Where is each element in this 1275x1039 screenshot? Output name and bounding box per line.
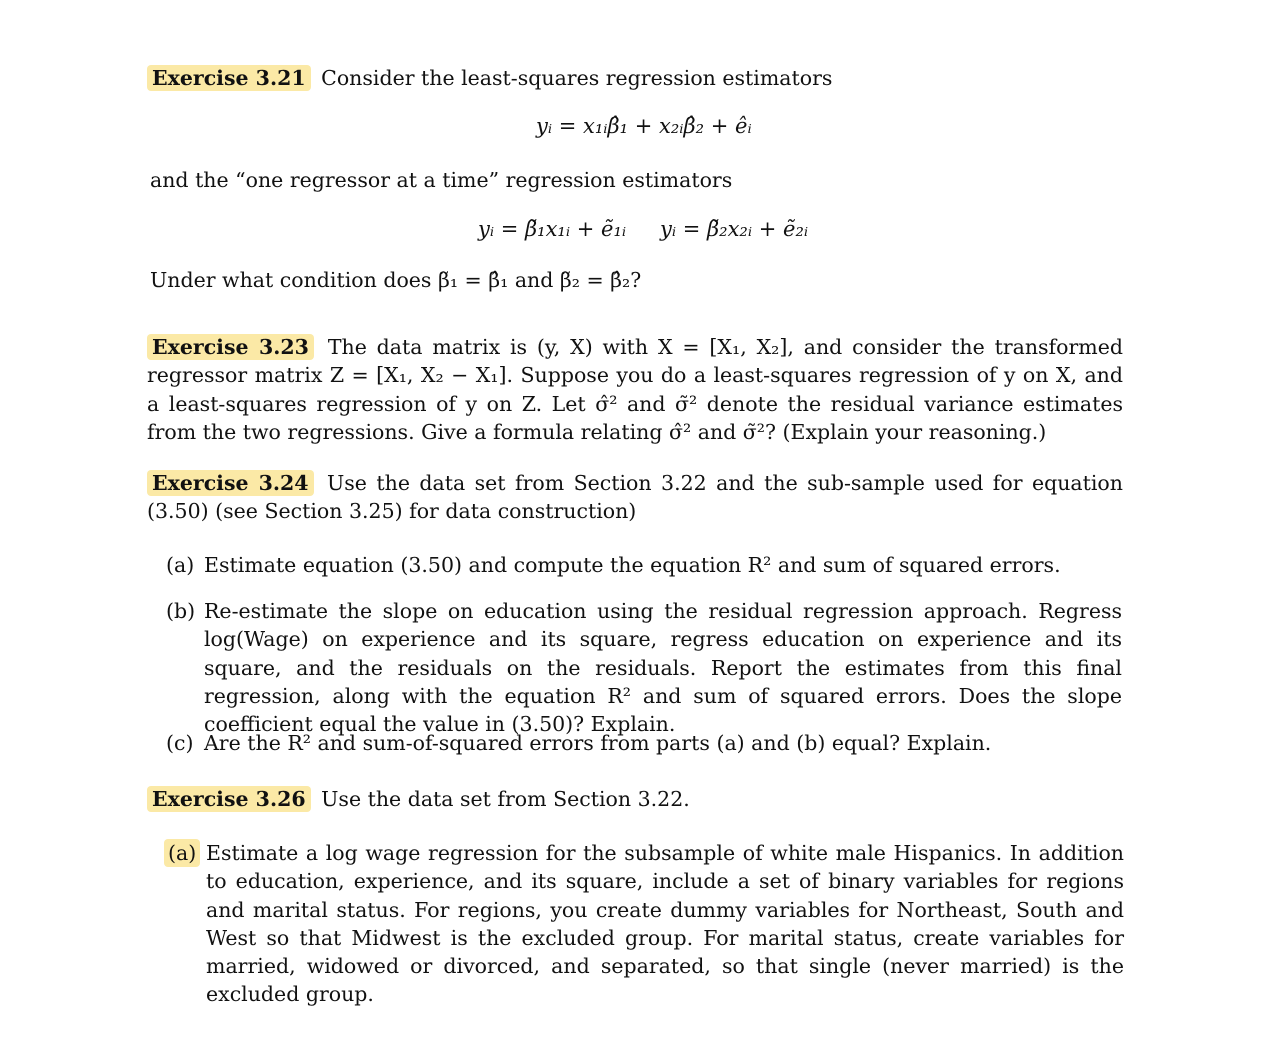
exercise-label: Exercise 3.24 bbox=[147, 470, 314, 496]
item-label: (c) bbox=[166, 731, 194, 755]
exercise-3-23 bbox=[147, 333, 1123, 446]
item-label: (b) bbox=[166, 599, 196, 623]
exercise-text: Use the data set from Section 3.22. bbox=[321, 787, 690, 811]
item-text: Re-estimate the slope on education using the residual regression approach. Regress log(Wage) on experience and its square, regress education on experience and its square, and the residuals on the residuals. Report the estimates from this final regression, along with the equation R² and sum of squared errors. Does the slope coefficient equal the value in (3.50)? Explain. bbox=[204, 599, 1122, 737]
item-text: Estimate a log wage regression for the subsample of white male Hispanics. In addition to education, experience, and its square, include a set of binary variables for regions and marital status. For regions, you create dummy variables for Northeast, South and West so that Midwest is the excluded group. For marital status, create variables for married, widowed or divorced, and separated, so that single (never married) is the excluded group. bbox=[206, 841, 1124, 1007]
item-label: (a) bbox=[166, 553, 195, 577]
item-text: Estimate equation (3.50) and compute the equation R² and sum of squared errors. bbox=[204, 553, 1061, 577]
exercise-label: Exercise 3.23 bbox=[147, 334, 314, 360]
equation-one-regressor-1: yᵢ = β̃₁x₁ᵢ + ẽ₁ᵢ bbox=[478, 217, 627, 241]
exercise-3-21-header bbox=[147, 64, 832, 92]
equation-ls-regression: yᵢ = x₁ᵢβ̂₁ + x₂ᵢβ̂₂ + êᵢ bbox=[536, 114, 752, 138]
exercise-label: Exercise 3.21 bbox=[147, 65, 311, 91]
exercise-text: The data matrix is (y, X) with X = [X₁, X₂], and consider the transformed regressor matrix Z = [X₁, X₂ − X₁]. Suppose you do a least-squares regression of y on X, and a least-squares regression of y on Z. Let σ̂² and σ̃² denote the residual variance estimates from the two regressions. Give a formula relating σ̂² and σ̃²? (Explain your reasoning.) bbox=[147, 335, 1123, 444]
item-text: Are the R² and sum-of-squared errors from parts (a) and (b) equal? Explain. bbox=[204, 731, 992, 755]
exercise-3-21-midtext: and the “one regressor at a time” regression estimators bbox=[150, 168, 733, 192]
exercise-text: Use the data set from Section 3.22 and the sub-sample used for equation (3.50) (see Section 3.25) for data construction) bbox=[147, 471, 1123, 524]
exercise-3-21-question: Under what condition does β̃₁ = β̂₁ and β̃₂ = β̂₂? bbox=[150, 268, 642, 292]
exercise-intro: Consider the least-squares regression estimators bbox=[321, 66, 833, 90]
equation-one-regressor-2: yᵢ = β̃₂x₂ᵢ + ẽ₂ᵢ bbox=[660, 217, 809, 241]
exercise-3-26-header bbox=[147, 785, 690, 813]
exercise-3-24 bbox=[147, 469, 1123, 526]
item-label: (a) bbox=[164, 839, 200, 867]
exercise-label: Exercise 3.26 bbox=[147, 786, 311, 812]
